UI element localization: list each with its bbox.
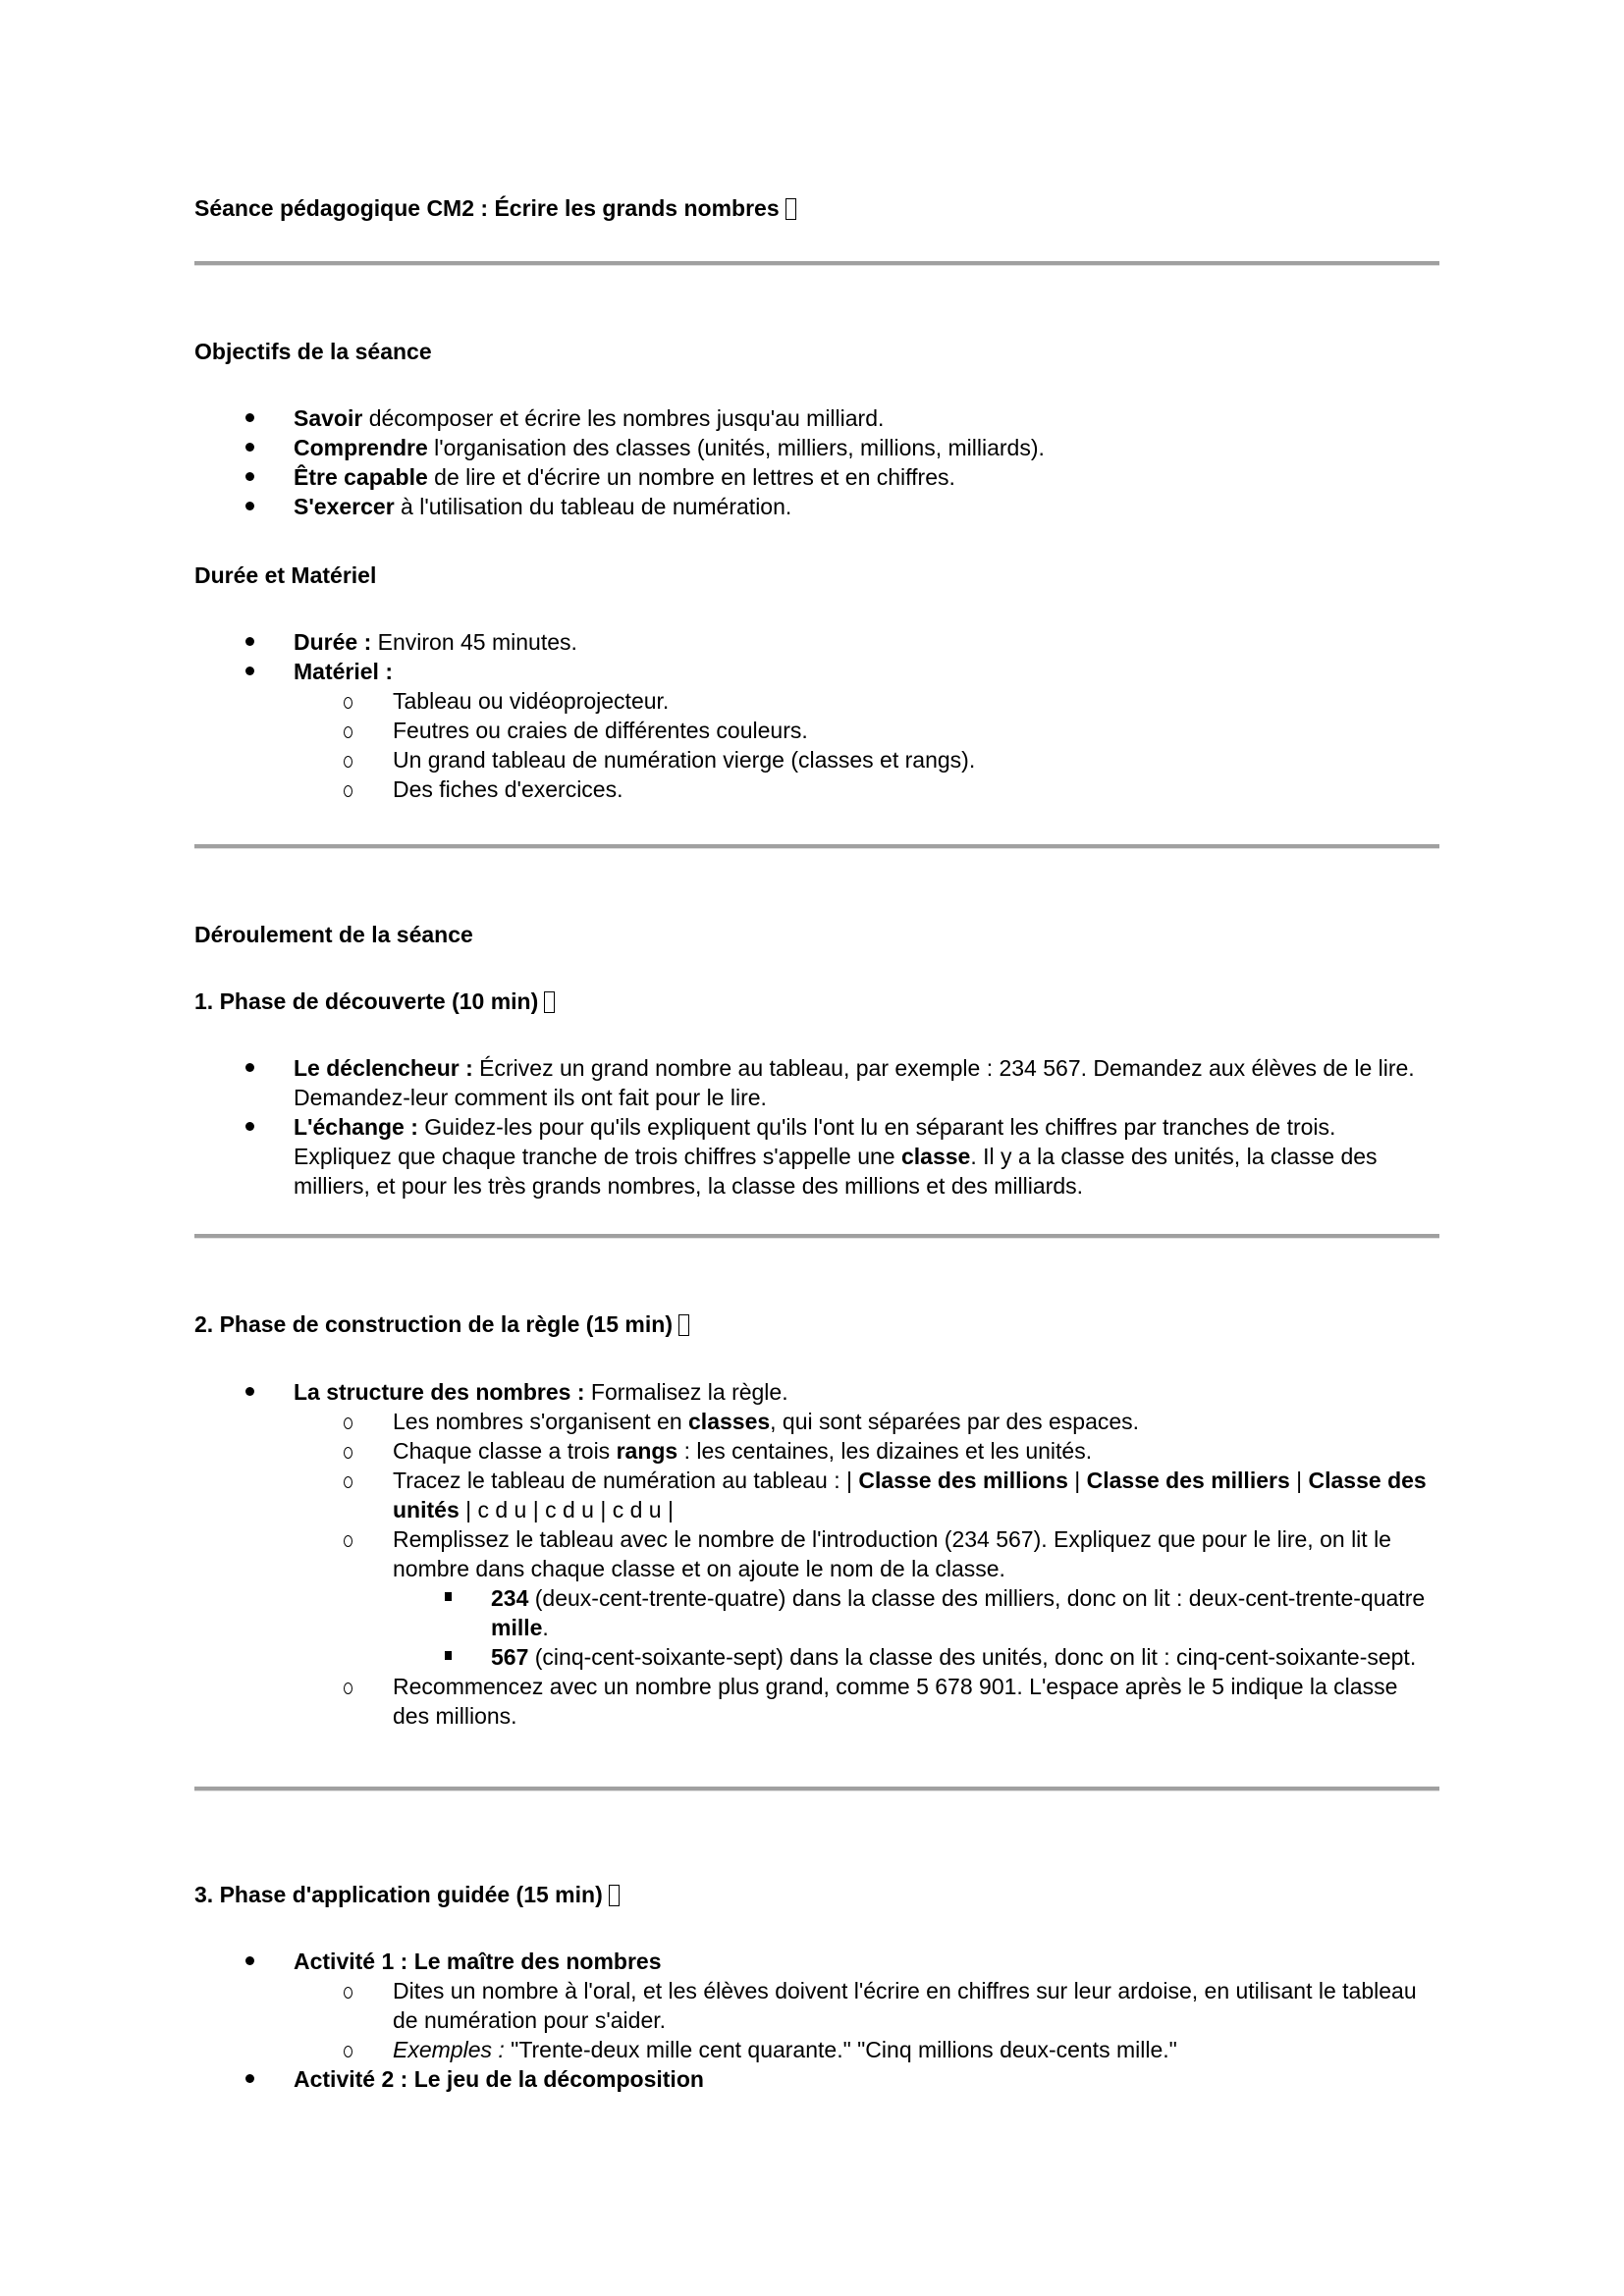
list-item [194,1377,1439,1731]
item-text: Feutres ou craies de différentes couleurs. [393,718,808,743]
list-item [194,1947,1439,2064]
item-text: de lire et d'écrire un nombre en lettres et en chiffres. [427,464,955,490]
bullet-icon [245,472,254,481]
bullet-icon [245,667,254,675]
item-text: . [542,1615,549,1640]
list-item [393,1583,1439,1642]
phase3-heading [194,1880,620,1909]
duration-material-heading: Durée et Matériel [194,562,377,588]
item-text: (cinq-cent-soixante-sept) dans la classe des unités, donc on lit : cinq-cent-soixante-sept. [528,1644,1417,1670]
circle-bullet-icon [344,756,352,768]
list-item [294,686,1439,716]
list-item [294,774,1439,804]
bullet-icon [245,1122,254,1131]
item-bold: Le déclencheur : [294,1055,473,1081]
missing-glyph-icon [678,1314,689,1336]
bullet-icon [245,1387,254,1396]
list-item [194,627,1439,657]
list-item [294,1672,1439,1731]
objectives-heading: Objectifs de la séance [194,339,432,364]
circle-bullet-icon [344,697,352,709]
item-bold: 567 [491,1644,529,1670]
item-text: Des fiches d'exercices. [393,776,623,802]
list-item [294,1436,1439,1466]
item-bold: mille [491,1615,543,1640]
phase1-heading-text: 1. Phase de découverte (10 min) [194,988,539,1014]
item-text: | [1289,1468,1309,1493]
item-bold: rangs [616,1438,678,1464]
circle-bullet-icon [344,1447,352,1459]
list-item [294,716,1439,745]
item-bold: Savoir [294,405,363,431]
list-item [294,1976,1439,2035]
list-item [194,1112,1439,1201]
item-text: Écrivez un grand nombre au tableau, par exemple : 234 567. Demandez aux élèves de le lire. Demandez-leur comment ils ont fait pour le lire. [294,1055,1415,1110]
list-item [294,2035,1439,2064]
list-item [294,1524,1439,1672]
item-bold: Classe des millions [858,1468,1068,1493]
bullet-icon [245,413,254,422]
missing-glyph-icon [785,198,796,220]
circle-bullet-icon [344,2046,352,2057]
phase1-list [194,1053,1439,1201]
objectives-list [194,403,1439,521]
item-text: Chaque classe a trois [393,1438,617,1464]
item-text: à l'utilisation du tableau de numération. [394,494,792,519]
bullet-icon [245,1063,254,1072]
item-text: Recommencez avec un nombre plus grand, comme 5 678 901. L'espace après le 5 indique la classe des millions. [393,1674,1398,1729]
missing-glyph-icon [544,991,555,1013]
item-italic: Exemples : [393,2037,505,2062]
circle-bullet-icon [344,1417,352,1429]
horizontal-rule [194,261,1439,266]
document-title [194,193,796,223]
bullet-icon [245,637,254,646]
item-text: Guidez-les pour qu'ils expliquent qu'ils l'ont lu en séparant les chiffres par tranches de trois. Expliquez que chaque tranche de trois chiffres s'appelle une [294,1114,1336,1169]
item-text: Un grand tableau de numération vierge (classes et rangs). [393,747,976,773]
phase2-list [194,1377,1439,1731]
horizontal-rule [194,844,1439,849]
list-item [194,433,1439,462]
phase3-list [194,1947,1439,2094]
item-bold: Activité 1 : Le maître des nombres [294,1949,662,1974]
circle-bullet-icon [344,1987,352,1999]
item-text: Tracez le tableau de numération au tableau : | [393,1468,859,1493]
bullet-icon [245,1956,254,1965]
item-text: Remplissez le tableau avec le nombre de l'introduction (234 567). Expliquez que pour le lire, on lit le nombre dans chaque classe et on ajoute le nom de la classe. [393,1526,1391,1581]
item-bold: La structure des nombres : [294,1379,585,1405]
list-item [294,1466,1439,1524]
circle-bullet-icon [344,785,352,797]
item-bold: classes [688,1409,771,1434]
item-text: Formalisez la règle. [584,1379,788,1405]
item-bold: S'exercer [294,494,395,519]
item-text: décomposer et écrire les nombres jusqu'au milliard. [362,405,885,431]
square-bullet-icon [445,1651,452,1660]
item-text: Environ 45 minutes. [371,629,577,655]
phase1-heading [194,987,555,1016]
item-text: Les nombres s'organisent en [393,1409,689,1434]
item-text: Tableau ou vidéoprojecteur. [393,688,670,714]
list-item [194,492,1439,521]
duration-material-list [194,627,1439,804]
item-bold: Durée : [294,629,372,655]
material-sublist [294,686,1439,804]
item-text: : les centaines, les dizaines et les unités. [677,1438,1093,1464]
progress-heading: Déroulement de la séance [194,922,473,947]
item-bold: Matériel : [294,659,393,684]
bullet-icon [245,443,254,452]
list-item [393,1642,1439,1672]
item-bold: 234 [491,1585,529,1611]
item-bold: L'échange : [294,1114,418,1140]
item-bold: Être capable [294,464,428,490]
item-bold: Comprendre [294,435,428,460]
bullet-icon [245,2074,254,2083]
item-text: , qui sont séparées par des espaces. [770,1409,1140,1434]
phase2-heading-text: 2. Phase de construction de la règle (15 min) [194,1311,673,1337]
item-text: . Il y a la classe des unités, la classe des milliers, et pour les très grands nombres, la classe des millions et des milliards. [294,1144,1378,1199]
item-text: | c d u | c d u | c d u | [459,1497,674,1522]
circle-bullet-icon [344,1476,352,1488]
list-item [194,462,1439,492]
item-bold: Classe des milliers [1086,1468,1290,1493]
item-bold: Classe des unités [393,1468,1427,1522]
list-item [294,745,1439,774]
phase3-heading-text: 3. Phase d'application guidée (15 min) [194,1882,603,1907]
circle-bullet-icon [344,1535,352,1547]
phase2-subsublist [393,1583,1439,1672]
phase2-heading [194,1309,689,1339]
item-text: Dites un nombre à l'oral, et les élèves doivent l'écrire en chiffres sur leur ardoise, en utilisant le tableau de numération pour s'aider. [393,1978,1417,2033]
list-item [294,1407,1439,1436]
item-bold: Activité 2 : Le jeu de la décomposition [294,2066,704,2092]
horizontal-rule [194,1234,1439,1239]
document-title-text: Séance pédagogique CM2 : Écrire les grands nombres [194,195,780,221]
activity1-sublist [294,1976,1439,2064]
circle-bullet-icon [344,1682,352,1694]
list-item [194,657,1439,804]
item-text: | [1067,1468,1087,1493]
item-text: l'organisation des classes (unités, milliers, millions, milliards). [427,435,1045,460]
circle-bullet-icon [344,726,352,738]
phase2-sublist [294,1407,1439,1731]
list-item [194,2064,1439,2094]
horizontal-rule [194,1787,1439,1791]
list-item [194,403,1439,433]
missing-glyph-icon [609,1885,620,1906]
item-text: (deux-cent-trente-quatre) dans la classe des milliers, donc on lit : deux-cent-trente-quatre [528,1585,1426,1611]
item-bold-inline: classe [900,1144,971,1169]
list-item [194,1053,1439,1112]
bullet-icon [245,502,254,510]
item-text: "Trente-deux mille cent quarante." "Cinq millions deux-cents mille." [504,2037,1177,2062]
square-bullet-icon [445,1592,452,1601]
